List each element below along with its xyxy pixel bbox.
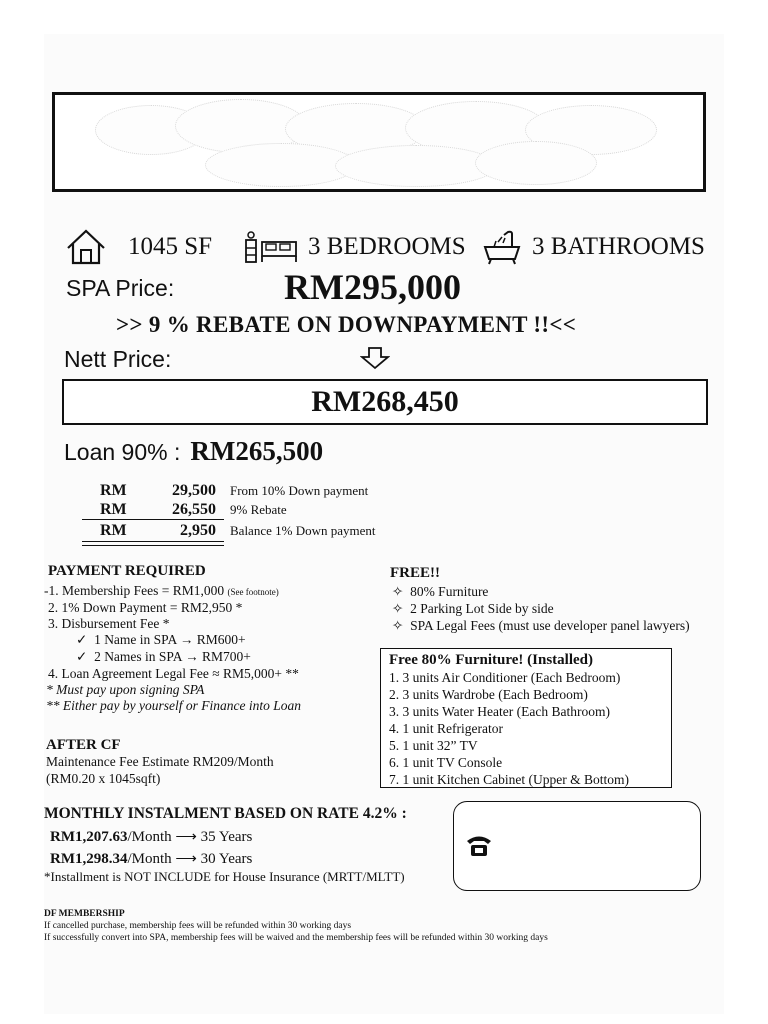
- footnote-line: If successfully convert into SPA, membership fees will be waived and the membership fees will be refunded within 30 working days: [44, 933, 548, 943]
- instalment-row: RM1,298.34/Month ⟶ 30 Years: [50, 851, 253, 867]
- breakdown-row: RM 29,500 From 10% Down payment: [100, 482, 369, 499]
- furniture-item: 7. 1 unit Kitchen Cabinet (Upper & Bottom): [389, 772, 629, 787]
- spa-price-label: SPA Price:: [66, 275, 175, 301]
- instalment-note: *Installment is NOT INCLUDE for House Insurance (MRTT/MLTT): [44, 869, 405, 884]
- bedrooms-value: 3 BEDROOMS: [308, 233, 466, 260]
- free-item: ✧ SPA Legal Fees (must use developer panel lawyers): [392, 618, 690, 633]
- payment-item: -1. Membership Fees = RM1,000 (See footnote): [44, 583, 279, 598]
- sparkle-icon: ✧: [392, 584, 404, 599]
- free-item: ✧ 80% Furniture: [392, 584, 489, 599]
- payment-subitem: ✓ 2 Names in SPA → RM700+: [76, 649, 251, 664]
- instalment-title: MONTHLY INSTALMENT BASED ON RATE 4.2% :: [44, 805, 407, 822]
- sparkle-icon: ✧: [392, 618, 404, 633]
- header-box: [52, 92, 706, 192]
- after-cf-title: AFTER CF: [46, 737, 121, 753]
- area-spec: [66, 226, 212, 268]
- bedroom-spec: [244, 226, 466, 268]
- maintenance-calc: (RM0.20 x 1045sqft): [46, 771, 161, 786]
- bathrooms-value: 3 BATHROOMS: [532, 233, 705, 260]
- breakdown-row: RM 2,950 Balance 1% Down payment: [100, 522, 376, 539]
- breakdown-divider: [82, 519, 224, 520]
- payment-title: PAYMENT REQUIRED: [48, 563, 206, 579]
- footnote-line: If cancelled purchase, membership fees will be refunded within 30 working days: [44, 921, 352, 931]
- breakdown-row: RM 26,550 9% Rebate: [100, 501, 287, 518]
- furniture-item: 5. 1 unit 32” TV: [389, 738, 478, 753]
- sparkle-icon: ✧: [392, 601, 404, 616]
- payment-item: 2. 1% Down Payment = RM2,950 *: [48, 600, 243, 615]
- area-value: 1045 SF: [128, 233, 213, 260]
- footnote-ref: (See footnote): [227, 587, 279, 597]
- instalment-row: RM1,207.63/Month ⟶ 35 Years: [50, 829, 253, 845]
- loan-label: Loan 90% :: [64, 439, 181, 465]
- maintenance-fee: Maintenance Fee Estimate RM209/Month: [46, 754, 274, 769]
- loan-row: [64, 436, 323, 467]
- rebate-banner: >> 9 % REBATE ON DOWNPAYMENT !!<<: [116, 312, 577, 337]
- telephone-icon: [464, 832, 494, 858]
- bathtub-icon: [482, 229, 522, 265]
- free-title: FREE!!: [390, 565, 440, 581]
- furniture-item: 2. 3 units Wardrobe (Each Bedroom): [389, 687, 588, 702]
- bed-icon: [244, 230, 300, 264]
- footnote-title: DF MEMBERSHIP: [44, 909, 125, 919]
- payment-note: * Must pay upon signing SPA: [46, 682, 205, 697]
- payment-note: ** Either pay by yourself or Finance into Loan: [46, 698, 301, 713]
- furniture-item: 1. 3 units Air Conditioner (Each Bedroom): [389, 670, 621, 685]
- house-icon: [66, 228, 106, 266]
- bathroom-spec: [482, 226, 705, 268]
- payment-subitem: ✓ 1 Name in SPA → RM600+: [76, 632, 246, 647]
- nett-price-box: [62, 379, 708, 425]
- loan-value: RM265,500: [190, 436, 324, 466]
- spa-price-value: RM295,000: [284, 267, 461, 307]
- furniture-item: 4. 1 unit Refrigerator: [389, 721, 503, 736]
- nett-price-value: RM268,450: [311, 385, 459, 418]
- nett-price-label: Nett Price:: [64, 346, 172, 372]
- check-icon: ✓: [76, 632, 88, 647]
- payment-item: 3. Disbursement Fee *: [48, 616, 170, 631]
- furniture-box: [380, 648, 672, 788]
- payment-item: 4. Loan Agreement Legal Fee ≈ RM5,000+ **: [48, 666, 299, 681]
- down-arrow-icon: [360, 346, 390, 370]
- breakdown-total-line: [82, 541, 224, 542]
- check-icon: ✓: [76, 649, 88, 664]
- furniture-item: 3. 3 units Water Heater (Each Bathroom): [389, 704, 610, 719]
- contact-box: [453, 801, 701, 891]
- furniture-item: 6. 1 unit TV Console: [389, 755, 503, 770]
- free-item: ✧ 2 Parking Lot Side by side: [392, 601, 554, 616]
- breakdown-total-line: [82, 545, 224, 546]
- furniture-title: Free 80% Furniture! (Installed): [389, 652, 594, 668]
